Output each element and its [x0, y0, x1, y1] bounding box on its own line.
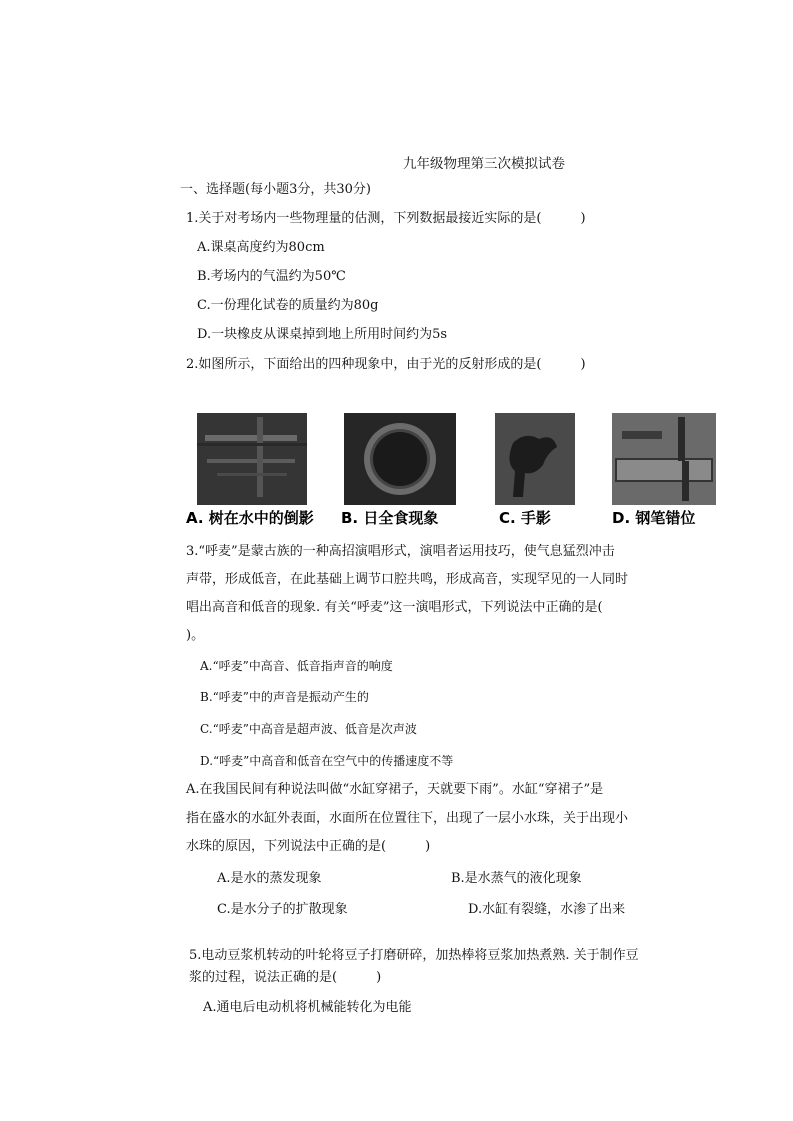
question-3-line-4: )。	[186, 628, 205, 643]
caption-b: B. 日全食现象	[341, 509, 439, 527]
question-4-option-b: B.是水蒸气的液化现象	[451, 871, 582, 886]
question-3-option-b: B.“呼麦”中的声音是振动产生的	[200, 690, 369, 704]
caption-d: D. 钢笔错位	[612, 509, 696, 527]
solar-eclipse-image	[344, 413, 456, 505]
question-3-option-c: C.“呼麦”中高音是超声波、低音是次声波	[200, 722, 417, 736]
question-1-option-d: D.一块橡皮从课桌掉到地上所用时间约为5s	[197, 327, 448, 342]
question-1-option-b: B.考场内的气温约为50℃	[197, 269, 346, 284]
hand-shadow-image	[495, 413, 575, 505]
caption-c: C. 手影	[499, 509, 551, 527]
question-4-line-3: 水珠的原因，下列说法中正确的是( )	[186, 839, 431, 854]
question-4-option-a: A.是水的蒸发现象	[217, 871, 322, 886]
question-1-stem: 1.关于对考场内一些物理量的估测，下列数据最接近实际的是( )	[186, 211, 586, 226]
question-4-line-2: 指在盛水的水缸外表面，水面所在位置往下，出现了一层小水珠，关于出现小	[186, 811, 629, 826]
question-1-option-a: A.课桌高度约为80cm	[197, 240, 325, 255]
question-5-line-1: 5.电动豆浆机转动的叶轮将豆子打磨研碎，加热棒将豆浆加热煮熟. 关于制作豆	[189, 948, 639, 963]
section-heading: 一、选择题(每小题3分，共30分)	[180, 182, 371, 197]
question-3-line-3: 唱出高音和低音的现象. 有关“呼麦”这一演唱形式，下列说法中正确的是(	[186, 600, 603, 615]
question-3-line-2: 声带，形成低音，在此基础上调节口腔共鸣，形成高音，实现罕见的一人同时	[186, 572, 629, 587]
question-4-option-d: D.水缸有裂缝，水渗了出来	[468, 902, 626, 917]
question-5-line-2: 浆的过程，说法正确的是( )	[189, 970, 382, 985]
page-title: 九年级物理第三次模拟试卷	[403, 156, 565, 172]
question-1-option-c: C.一份理化试卷的质量约为80g	[197, 298, 379, 313]
question-5-option-a: A.通电后电动机将机械能转化为电能	[203, 1000, 412, 1015]
tree-reflection-image	[197, 413, 307, 505]
question-4-option-c: C.是水分子的扩散现象	[217, 902, 348, 917]
caption-a: A. 树在水中的倒影	[186, 509, 314, 527]
question-3-option-a: A.“呼麦”中高音、低音指声音的响度	[200, 659, 393, 673]
question-2-stem: 2.如图所示，下面给出的四种现象中，由于光的反射形成的是( )	[186, 357, 586, 372]
question-3-line-1: 3.“呼麦”是蒙古族的一种高招演唱形式，演唱者运用技巧，使气息猛烈冲击	[186, 544, 615, 559]
pen-displacement-image	[612, 413, 716, 505]
question-4-line-1: A.在我国民间有种说法叫做“水缸穿裙子，天就要下雨”。水缸“穿裙子”是	[186, 782, 604, 797]
question-3-option-d: D.“呼麦”中高音和低音在空气中的传播速度不等	[200, 754, 454, 768]
